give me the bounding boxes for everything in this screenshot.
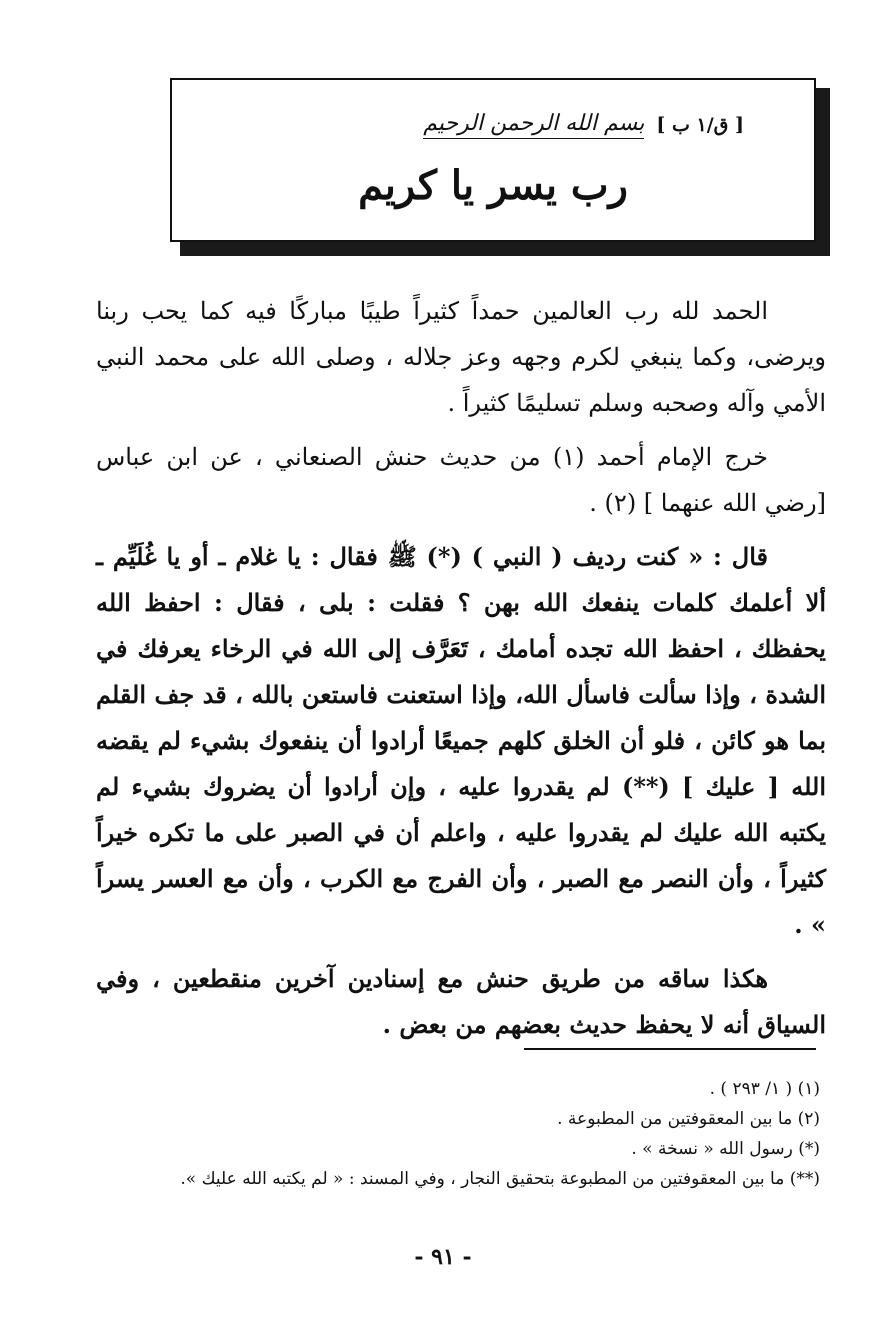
paragraph-hadith: قال : « كنت رديف ( النبي ) (*) ﷺ فقال : يا غلام ـ أو يا غُلَيِّم ـ ألا أعلمك كلمات ينفعك الله بهن ؟ فقلت : بلى ، فقال : احفظ الله يحفظك ، احفظ الله تجده أمامك ، تَعَرَّف إلى الله في الرخاء يعرفك في الشدة ، وإذا سألت فاسأل الله، وإذا استعنت فاستعن بالله ، قد جف القلم بما هو كائن ، فلو أن الخلق كلهم جميعًا أرادوا أن ينفعوك بشيء لم يقضه الله [ عليك ] (**) لم يقدروا عليه ، وإن أرادوا أن يضروك بشيء لم يكتبه الله عليك لم يقدروا عليه ، واعلم أن في الصبر على ما تكره خيراً كثيراً ، وأن النصر مع الصبر ، وأن الفرج مع الكرب ، وأن مع العسر يسراً » . [96, 542, 826, 939]
page-title: رب يسر يا كريم [358, 162, 628, 209]
footnote-divider [524, 1048, 816, 1050]
manuscript-reference: [ ق/١ ب ] [656, 114, 744, 136]
paragraph-praise: الحمد لله رب العالمين حمداً كثيراً طيبًا مباركًا فيه كما يحب ربنا ويرضى، وكما ينبغي لكرم وجهه وعز جلاله ، وصلى الله على محمد النبي الأمي وآله وصحبه وسلم تسليمًا كثيراً . [96, 297, 826, 417]
body-text [96, 288, 826, 1056]
footnotes [96, 1074, 820, 1194]
paragraph-narration: خرج الإمام أحمد (١) من حديث حنش الصنعاني ، عن ابن عباس [رضي الله عنهما ] (٢) . [96, 443, 826, 517]
page-number: - ٩١ - [414, 1244, 472, 1270]
footnote-item: (**) ما بين المعقوفتين من المطبوعة بتحقيق النجار ، وفي المسند : « لم يكتبه الله عليك ». [180, 1169, 820, 1189]
basmala-calligraphy: بسم الله الرحمن الرحيم [423, 111, 644, 139]
footnote-item: (١) ( ١/ ٢٩٣ ) . [709, 1079, 820, 1099]
basmala-row [242, 108, 744, 142]
title-box [170, 78, 816, 242]
paragraph-commentary: هكذا ساقه من طريق حنش مع إسنادين آخرين منقطعين ، وفي السياق أنه لا يحفظ حديث بعضهم من بعض . [96, 964, 826, 1039]
footnote-item: (٢) ما بين المعقوفتين من المطبوعة . [557, 1109, 820, 1129]
footnote-item: (*) رسول الله « نسخة » . [631, 1139, 820, 1159]
